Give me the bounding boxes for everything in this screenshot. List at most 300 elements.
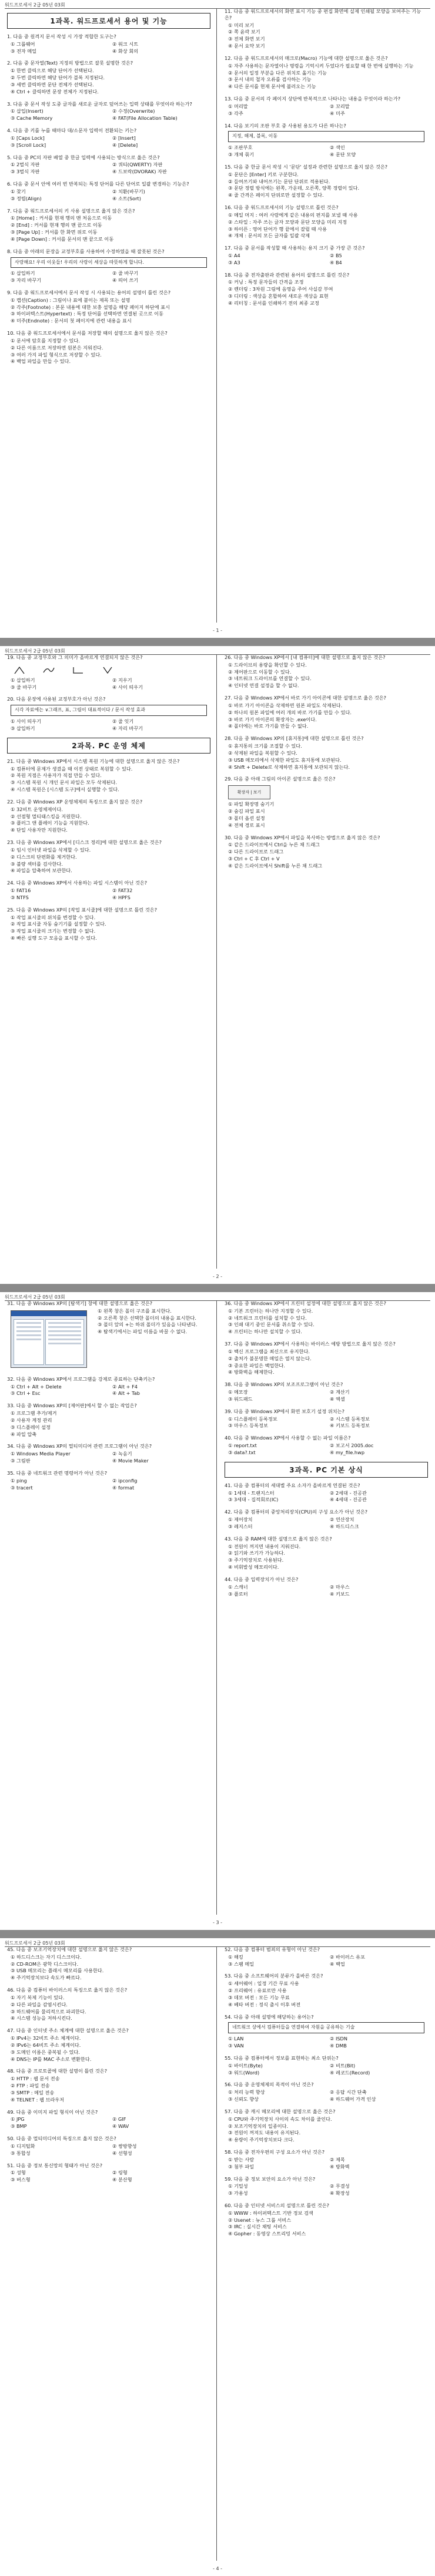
answer-option[interactable]: ③ BMP xyxy=(11,2123,27,2130)
question-text: 28. 다음 중 Windows XP의 [휴지통]에 대한 설명으로 틀린 것은? xyxy=(225,735,364,742)
answer-option[interactable]: ① WWW : 하이퍼텍스트 기반 정보 검색 xyxy=(228,2210,313,2216)
answer-option[interactable]: ① HTTP : 웹 문서 전송 xyxy=(11,2076,60,2082)
answer-option[interactable]: ② 쿼티(QWERTY) 자판 xyxy=(112,162,163,168)
answer-option[interactable]: ④ 파일을 압축하여 보관한다. xyxy=(11,867,72,874)
answer-option[interactable]: ② 줄 잇기 xyxy=(112,718,134,725)
question xyxy=(225,695,428,729)
answer-option[interactable]: ③ 디스플레이 설정 xyxy=(11,1424,51,1430)
answer-option[interactable]: ② 네트워크 프린터를 설치할 수 있다. xyxy=(228,1314,307,1321)
answer-option[interactable]: ② Usenet : 뉴스 그룹 서비스 xyxy=(228,2217,292,2223)
answer-option[interactable]: ③ [Page Up] : 커서를 한 화면 위로 이동 xyxy=(11,229,98,236)
answer-option[interactable]: ② [Insert] xyxy=(112,134,136,141)
answer-option[interactable]: ③ 시스템 복원 시 개인 문서 파일은 모두 삭제된다. xyxy=(11,779,118,786)
answer-option[interactable]: ③ 스팸 메일 xyxy=(228,1960,255,1967)
answer-option[interactable]: ② 녹음기 xyxy=(112,1451,132,1457)
question xyxy=(225,2149,428,2170)
answer-option[interactable]: ③ 각주 xyxy=(228,110,243,116)
question-text: 36. 다음 중 Windows XP에서 프린터 설정에 대한 설명으로 옳지 않은 것은? xyxy=(225,1300,386,1306)
question-text: 57. 다음 중 캐시 메모리에 대한 설명으로 옳은 것은? xyxy=(225,2108,336,2114)
answer-option[interactable]: ① 받는 사람 xyxy=(228,2156,255,2163)
answer-option[interactable]: ④ 드보락(DVORAK) 자판 xyxy=(112,169,167,175)
answer-option[interactable]: ② FTP : 파일 전송 xyxy=(11,2083,50,2089)
answer-option[interactable]: ① 1세대 - 트랜지스터 xyxy=(228,1489,275,1496)
answer-option[interactable]: ③ 정렬(Align) xyxy=(11,195,42,201)
answer-option[interactable]: ③ 신뢰도 향상 xyxy=(228,2096,259,2103)
answer-option[interactable]: ④ 파일 압축 xyxy=(11,1431,37,1437)
answer-option[interactable]: ② 응답 시간 단축 xyxy=(330,2089,367,2096)
answer-option[interactable]: ① 기밀성 xyxy=(228,2183,248,2190)
answer-options xyxy=(7,68,210,95)
answer-option[interactable]: ③ 첨부 파일 xyxy=(228,2163,255,2170)
question xyxy=(225,1408,428,1429)
question xyxy=(7,1403,210,1437)
answer-option[interactable]: ① 기본 프린터는 하나만 지정할 수 있다. xyxy=(228,1307,313,1314)
answer-option[interactable]: ② 프리웨어 : 유료로만 사용 xyxy=(228,1988,287,1994)
answer-options xyxy=(225,2210,428,2237)
answer-option[interactable]: ② IPv6는 64비트 주소 체계이다. xyxy=(11,2042,81,2048)
answer-option[interactable]: ① 2벌식 자판 xyxy=(11,162,40,168)
answer-option[interactable]: ② 출처가 불분명한 메일은 열지 않는다. xyxy=(228,1355,312,1361)
answer-option[interactable]: ② 꼬리말 xyxy=(330,103,350,109)
answer-option[interactable]: ③ 마우스 등록정보 xyxy=(228,1422,268,1429)
answer-option[interactable]: ④ 시스템 성능을 저하시킨다. xyxy=(11,2015,72,2022)
answer-option[interactable]: ③ 네트워크 드라이브를 연결할 수 있다. xyxy=(228,675,312,682)
answer-option[interactable]: ③ tracert xyxy=(11,1484,33,1491)
question-text: 35. 다음 중 네트워크 관련 명령어가 아닌 것은? xyxy=(7,1469,108,1476)
answer-option[interactable]: ① 조판부호 xyxy=(228,144,253,151)
answer-option[interactable]: ① 임시 인터넷 파일을 삭제할 수 있다. xyxy=(11,846,91,853)
answer-option[interactable]: ② 줄 바꾸기 xyxy=(112,270,139,277)
answer-option[interactable]: ② 쪽 윤곽 보기 xyxy=(228,29,260,35)
answer-option[interactable]: ④ B4 xyxy=(330,259,342,265)
answer-option[interactable]: ① 32비트 운영체제이다. xyxy=(11,806,63,812)
answer-option[interactable]: ① 스캐너 xyxy=(228,1583,248,1590)
answer-option[interactable]: ② 연산장치 xyxy=(330,1516,354,1523)
answer-option[interactable]: ③ 폴더 앞의 +는 하위 폴더가 있음을 나타낸다. xyxy=(98,1321,198,1328)
answer-option[interactable]: ① Windows Media Player xyxy=(11,1451,71,1457)
answer-option[interactable]: ④ TELNET : 웹 브라우저 xyxy=(11,2096,65,2103)
answer-option[interactable]: ④ 다른 문서를 현재 문서에 불러오는 기능 xyxy=(228,83,316,90)
answer-option[interactable]: ④ Ctrl + 클릭하면 문장 전체가 지정된다. xyxy=(11,88,99,95)
answer-option[interactable]: ② ISDN xyxy=(330,2036,347,2042)
answer-option[interactable]: ③ 전체 화면 보기 xyxy=(228,36,265,42)
answer-option[interactable]: ① JPG xyxy=(11,2116,25,2123)
answer-option[interactable]: ④ 프린터는 하나만 설치할 수 있다. xyxy=(228,1329,302,1335)
answer-option[interactable]: ③ 하이픈 : 영어 단어가 행 끝에서 잘릴 때 사용 xyxy=(228,226,327,232)
answer-options xyxy=(225,743,428,770)
question-text: 43. 다음 중 RAM에 대한 설명으로 옳지 않은 것은? xyxy=(225,1535,332,1542)
answer-option[interactable]: ④ 분산형 xyxy=(112,2177,132,2183)
answer-option[interactable]: ④ Alt + Tab xyxy=(112,1390,140,1397)
answer-option[interactable]: ④ 4세대 - 진공관 xyxy=(330,1496,367,1503)
answer-options xyxy=(225,1416,428,1430)
answer-option[interactable]: ② 읽기와 쓰기가 가능하다. xyxy=(228,1550,285,1556)
answer-option[interactable]: ③ 인쇄 대기 중인 문서를 취소할 수 있다. xyxy=(228,1321,314,1328)
answer-option[interactable]: ④ DMB xyxy=(330,2043,347,2049)
answer-option[interactable]: ④ 리터칭 : 문서를 인쇄하기 전의 최종 교정 xyxy=(228,300,319,306)
answer-option[interactable]: ① 작업 표시줄의 위치를 변경할 수 있다. xyxy=(11,914,96,920)
answer-option[interactable]: ③ 작업 표시줄의 크기는 변경할 수 없다. xyxy=(11,928,96,934)
answer-option[interactable]: ② CD-ROM은 광학 디스크이다. xyxy=(11,1960,79,1967)
answer-option[interactable]: ① 머리말 xyxy=(228,103,248,109)
question xyxy=(7,654,210,690)
answer-option[interactable]: ② 쌍방향성 xyxy=(112,2143,137,2149)
answer-option[interactable]: ③ SMTP : 메일 전송 xyxy=(11,2089,55,2096)
answer-option[interactable]: ③ 통합성 xyxy=(11,2150,31,2156)
answer-option[interactable]: ② 2세대 - 진공관 xyxy=(330,1489,367,1496)
answer-option[interactable]: ③ 플로터 xyxy=(228,1590,248,1597)
answer-option[interactable]: ② 들여쓰기와 내어쓰기는 문단 단위로 적용된다. xyxy=(228,178,330,184)
answer-option[interactable]: ② 제목 xyxy=(330,2156,345,2163)
answer-option[interactable]: ④ Shift + Delete로 삭제하면 휴지통에 보관되지 않는다. xyxy=(228,764,350,770)
answer-option[interactable]: ② 숨김 파일 표시 xyxy=(228,808,265,815)
answer-option[interactable]: ③ 자리 바꾸기 xyxy=(11,277,42,284)
question-text: 55. 다음 중 컴퓨터에서 정보를 표현하는 최소 단위는? xyxy=(225,2054,339,2061)
question-text: 13. 다음 중 문서의 각 페이지 상단에 반복적으로 나타나는 내용을 무엇이라 하는가? xyxy=(225,96,401,102)
answer-option[interactable]: ① 미리 보기 xyxy=(228,22,255,28)
answer-option[interactable]: ③ 세번 클릭하면 문단 전체가 선택된다. xyxy=(11,81,94,88)
answer-option[interactable]: ② 무결성 xyxy=(330,2183,350,2190)
answer-option[interactable]: ② 비트(Bit) xyxy=(330,2062,356,2069)
answer-option[interactable]: ① LAN xyxy=(228,2036,244,2042)
answer-option[interactable]: ① 셰어웨어 : 일정 기간 무료 사용 xyxy=(228,1980,299,1987)
answer-option[interactable]: ③ 3세대 - 집적회로(IC) xyxy=(228,1496,279,1503)
answer-option[interactable]: ④ [Delete] xyxy=(112,142,138,148)
answer-option[interactable]: ② FAT32 xyxy=(112,887,133,894)
answer-option[interactable]: ③ 그림판 xyxy=(11,1458,31,1464)
question xyxy=(7,2136,210,2156)
answer-option[interactable]: ② 삭제된 파일을 복원할 수 있다. xyxy=(228,749,297,756)
answer-option[interactable]: ① [Home] : 커서를 현재 행의 맨 처음으로 이동 xyxy=(11,215,112,221)
answer-option[interactable]: ③ 바로 가기 아이콘의 확장자는 .exe이다. xyxy=(228,716,317,722)
answer-option[interactable]: ③ 전자 메일 xyxy=(11,48,37,54)
answer-option[interactable]: ④ 문단 모양 xyxy=(330,152,356,158)
question-text: 37. 다음 중 Windows XP에서 사용하는 바이러스 예방 방법으로 옳지 않은 것은? xyxy=(225,1341,396,1347)
answer-option[interactable]: ③ [Scroll Lock] xyxy=(11,142,46,148)
answer-option[interactable]: ① 휴지통의 크기를 조절할 수 있다. xyxy=(228,743,302,749)
question-text: 14. 다음 보기의 조판 부호 중 사용된 용도가 다른 하나는? xyxy=(225,122,346,129)
answer-option[interactable]: ① 그룹웨어 xyxy=(11,41,35,47)
answer-option[interactable]: ② 문서의 일정 부분을 다른 위치로 옮기는 기능 xyxy=(228,69,327,76)
question-text: 54. 다음 중 아래 설명에 해당하는 용어는? xyxy=(225,2013,314,2020)
answer-option[interactable]: ③ 하이퍼텍스트(Hypertext) : 특정 단어를 선택하면 연결된 곳으로 이동 xyxy=(11,311,163,317)
answer-option[interactable]: ③ 레지스터 xyxy=(228,1523,253,1529)
column-divider xyxy=(216,1300,217,1915)
answer-option[interactable]: ② 두번 클릭하면 해당 단어가 블록 지정된다. xyxy=(11,75,105,81)
answer-option[interactable]: ④ FAT(File Allocation Table) xyxy=(112,115,178,122)
answer-option[interactable]: ④ 백업 파일을 만들 수 있다. xyxy=(11,358,71,365)
question-text: 40. 다음 중 Windows XP에서 사용할 수 없는 파일 이름은? xyxy=(225,1435,351,1441)
answer-option[interactable]: ④ 소트(Sort) xyxy=(112,195,141,201)
answer-option[interactable]: ① 하드디스크는 자기 디스크이다. xyxy=(11,1953,82,1960)
answer-option[interactable]: ③ 주기억장치로 사용된다. xyxy=(228,1557,284,1563)
answer-option[interactable]: ④ format xyxy=(112,1484,135,1491)
answer-option[interactable]: ① Ctrl + Alt + Delete xyxy=(11,1383,62,1390)
answer-option[interactable]: ① 파일 확장명 숨기기 xyxy=(228,801,275,808)
answer-option[interactable]: ④ 줄 간격은 페이지 단위로만 설정할 수 있다. xyxy=(228,192,324,199)
answer-options xyxy=(7,297,210,324)
answer-option[interactable]: ③ VAN xyxy=(228,2043,244,2049)
answer-option[interactable]: ① 문서에 암호를 지정할 수 있다. xyxy=(11,337,80,344)
answer-option[interactable]: ④ my_file.hwp xyxy=(330,1449,365,1455)
answer-option[interactable]: ② 스타일 : 자주 쓰는 글자 모양과 문단 모양을 미리 지정 xyxy=(228,218,347,225)
answer-option[interactable]: ② 선점형 멀티태스킹을 지원한다. xyxy=(11,813,82,819)
answer-option[interactable]: ② 치환(바꾸기) xyxy=(112,188,145,194)
exam-page xyxy=(0,0,435,638)
answer-option[interactable]: ④ 용량이 주기억장치보다 크다. xyxy=(228,2137,295,2143)
answer-option[interactable]: ③ Ctrl + C 후 Ctrl + V xyxy=(228,856,280,862)
answer-option[interactable]: ② B5 xyxy=(330,252,342,258)
answer-option[interactable]: ④ 하드디스크 xyxy=(330,1523,359,1529)
answer-option[interactable]: ④ 엑셀 xyxy=(330,1395,345,1402)
answer-option[interactable]: ④ 사이 띄우기 xyxy=(112,684,143,690)
left-column xyxy=(7,1946,210,2561)
question-text: 4. 다음 중 키를 누를 때마다 대/소문자 입력이 전환되는 키는? xyxy=(7,127,137,134)
question xyxy=(7,290,210,324)
answer-option[interactable]: ④ 단일 사용자만 지원한다. xyxy=(11,827,68,833)
question-example-box: 시각 자료에는 ∨그래프, 표, 그림이 대표적이다 / 문서 작성 효과 xyxy=(11,705,207,716)
answer-option[interactable]: ③ Ctrl + Esc xyxy=(11,1390,41,1397)
answer-option[interactable]: ④ 시스템 복원은 [시스템 도구]에서 실행할 수 있다. xyxy=(11,786,119,793)
answer-option[interactable]: ① FAT16 xyxy=(11,887,31,894)
answer-option[interactable]: ① 바이트(Byte) xyxy=(228,2062,263,2069)
question xyxy=(225,164,428,199)
answer-option[interactable]: ③ 개체 묶기 xyxy=(228,152,255,158)
question xyxy=(225,735,428,770)
answer-option[interactable]: ① 자기 복제 기능이 있다. xyxy=(11,1994,65,2000)
answer-option[interactable]: ① 처리 능력 향상 xyxy=(228,2089,265,2096)
answer-option[interactable]: ③ 디더링 : 색상을 혼합하여 새로운 색상을 표현 xyxy=(228,293,329,300)
answer-option[interactable]: ③ USB 메모리는 플래시 메모리를 사용한다. xyxy=(11,1968,104,1974)
question xyxy=(7,907,210,941)
answer-option[interactable]: ② 다른 이름으로 저장하면 원본은 지워진다. xyxy=(11,344,103,351)
answer-option[interactable]: ① 삽입(Insert) xyxy=(11,108,44,115)
answer-option[interactable]: ② 워크 시트 xyxy=(112,41,139,47)
answer-option[interactable]: ③ 삽입하기 xyxy=(11,725,35,731)
answer-options xyxy=(225,103,428,117)
answer-options xyxy=(7,2116,210,2130)
answer-option[interactable]: ① 디지털화 xyxy=(11,2143,35,2149)
answer-option[interactable]: ③ 불량 섹터를 검사한다. xyxy=(11,860,63,867)
answer-option[interactable]: ① 해킹 xyxy=(228,1953,243,1960)
answer-option[interactable]: ① 성형 xyxy=(11,2170,26,2176)
answer-option[interactable]: ② 보고서 2005.doc xyxy=(330,1442,374,1449)
answer-option[interactable]: ④ 백업 xyxy=(330,1960,345,1967)
answer-option[interactable]: ② 다른 드라이브로 드래그 xyxy=(228,849,284,855)
answer-option[interactable]: ② 제어판으로 이동할 수 있다. xyxy=(228,668,292,675)
answer-option[interactable]: ④ 선형성 xyxy=(112,2150,132,2156)
answer-option[interactable]: ② 작업 표시줄 자동 숨기기를 설정할 수 있다. xyxy=(11,921,106,927)
answer-option[interactable]: ③ 가용성 xyxy=(228,2190,248,2197)
answer-option[interactable]: ① 디스플레이 등록정보 xyxy=(228,1415,277,1422)
answer-option[interactable]: ① 삽입하기 xyxy=(11,270,35,277)
answer-option[interactable]: ② 다른 파일을 감염시킨다. xyxy=(11,2001,68,2007)
answer-option[interactable]: ① A4 xyxy=(228,252,240,258)
question-text: 27. 다음 중 Windows XP에서 바로 가기 아이콘에 대한 설명으로 옳은 것은? xyxy=(225,695,386,701)
question xyxy=(225,123,428,158)
answer-option[interactable]: ① 같은 드라이브에서 Ctrl을 누른 채 드래그 xyxy=(228,842,320,848)
answer-option[interactable]: ④ 레코드(Record) xyxy=(330,2069,370,2076)
answer-option[interactable]: ① 문단은 [Enter] 키로 구분한다. xyxy=(228,171,299,177)
answer-option[interactable]: ② 계산기 xyxy=(330,1389,350,1395)
answer-option[interactable]: ① 프로그램 추가/제거 xyxy=(11,1410,57,1417)
answer-option[interactable]: ④ 탐색기에서는 파일 이름을 바꿀 수 없다. xyxy=(98,1329,188,1335)
answer-option[interactable]: ④ 인터넷 연결 설정을 할 수 없다. xyxy=(228,682,299,689)
answer-option[interactable]: ① 왼쪽 창은 폴더 구조를 표시한다. xyxy=(98,1307,172,1314)
answer-option[interactable]: ② 바이러스 유포 xyxy=(330,1953,365,1960)
answer-option[interactable]: ③ 플러그 앤 플레이 기능을 지원한다. xyxy=(11,820,89,826)
answer-option[interactable]: ④ 자리 바꾸기 xyxy=(112,725,143,731)
answer-option[interactable]: ③ NTFS xyxy=(11,894,29,900)
answer-option[interactable]: ③ 워드패드 xyxy=(228,1395,253,1402)
answer-option[interactable]: ④ 베타 버전 : 정식 출시 이후 버전 xyxy=(228,2001,301,2007)
answer-option[interactable]: ① 캡션(Caption) : 그림이나 표에 붙이는 제목 또는 설명 xyxy=(11,297,130,303)
answer-option[interactable]: ② 지우기 xyxy=(112,677,132,683)
answer-option[interactable]: ③ 하드웨어를 물리적으로 파괴한다. xyxy=(11,2008,86,2015)
question xyxy=(7,1987,210,2022)
answer-option[interactable]: ② 수정(Overwrite) xyxy=(112,108,155,115)
answer-options xyxy=(7,215,210,242)
answer-option[interactable]: ④ Movie Maker xyxy=(112,1458,149,1464)
answer-option[interactable]: ④ 비휘발성 메모리이다. xyxy=(228,1564,279,1571)
answer-option[interactable]: ① 자주 사용하는 문자열이나 명령을 기억시켜 두었다가 필요할 때 한 번에 실행하는 기능 xyxy=(228,62,414,69)
answer-option[interactable]: ② GIF xyxy=(112,2116,126,2123)
exam-page xyxy=(0,1292,435,1930)
answer-option[interactable]: ③ 워드(Word) xyxy=(228,2069,260,2076)
question xyxy=(7,208,210,243)
question-text: 1. 다음 중 원격지 문서 작성 시 가장 적합한 도구는? xyxy=(7,33,116,39)
answer-options xyxy=(7,1451,210,1464)
answer-option[interactable]: ④ 키보드 xyxy=(330,1590,350,1597)
answer-option[interactable]: ③ 도메인 이름은 중복될 수 있다. xyxy=(11,2049,80,2055)
answer-option[interactable]: ③ USB 메모리에서 삭제한 파일도 휴지통에 보관된다. xyxy=(228,756,342,763)
answer-option[interactable]: ④ 확장성 xyxy=(330,2190,350,2197)
answer-option[interactable]: ② 색인 xyxy=(330,144,345,151)
answer-options xyxy=(225,2036,428,2049)
answer-option[interactable]: ② 각주(Footnote) : 본문 내용에 대한 보충 설명을 해당 페이지 하단에 표시 xyxy=(11,304,170,310)
answer-option[interactable]: ② ipconfig xyxy=(112,1477,138,1484)
answer-option[interactable]: ① 찾기 xyxy=(11,188,26,194)
answer-option[interactable]: ③ IRC : 실시간 채팅 서비스 xyxy=(228,2224,287,2230)
answer-option[interactable]: ② 렌더링 : 3차원 그림에 음영을 주어 사실감 부여 xyxy=(228,286,333,292)
answer-option[interactable]: ② 오른쪽 창은 선택한 폴더의 내용을 표시한다. xyxy=(98,1314,196,1321)
answer-option[interactable]: ④ 전체 경로 표시 xyxy=(228,822,265,828)
answer-option[interactable]: ③ 버스형 xyxy=(11,2177,31,2183)
answer-option[interactable]: ① 삽입하기 xyxy=(11,677,35,683)
answer-option[interactable]: ② 복원 지점은 사용자가 직접 만들 수 있다. xyxy=(11,772,102,779)
answer-option[interactable]: ② Alt + F4 xyxy=(112,1383,138,1390)
question-text: 6. 다음 중 문서 안에 여러 번 반복되는 특정 단어를 다른 단어로 일괄 변경하는 기능은? xyxy=(7,181,189,187)
page-number: - 3 - xyxy=(213,1920,222,1925)
answer-option[interactable]: ③ 데모 버전 : 모든 기능 무료 xyxy=(228,1994,290,2000)
answer-option[interactable]: ③ 줄 바꾸기 xyxy=(11,684,37,690)
answer-option[interactable]: ① report.txt xyxy=(228,1442,257,1449)
question xyxy=(7,799,210,833)
question-text: 19. 다음 중 교정부호와 그 의미가 올바르게 연결되지 않은 것은? xyxy=(7,654,143,660)
question-text: 26. 다음 중 Windows XP에서 [내 컴퓨터]에 대한 설명으로 옳지 않은 것은? xyxy=(225,654,386,660)
answer-option[interactable]: ② 보조기억장치의 일종이다. xyxy=(228,2123,289,2129)
answer-option[interactable]: ③ 폴더 옵션 설정 xyxy=(228,815,265,821)
answer-option[interactable]: ④ 미주 xyxy=(330,110,345,116)
answer-options xyxy=(225,801,428,828)
answer-option[interactable]: ③ 여러 가지 파일 형식으로 저장할 수 있다. xyxy=(11,351,102,358)
question-text: 21. 다음 중 Windows XP에서 시스템 복원 기능에 대한 설명으로 옳지 않은 것은? xyxy=(7,758,180,764)
column-divider xyxy=(216,8,217,623)
answer-option[interactable]: ② 마우스 xyxy=(330,1583,350,1590)
answer-option[interactable]: ② [End] : 커서를 현재 행의 맨 끝으로 이동 xyxy=(11,222,102,228)
question xyxy=(7,1300,210,1370)
answer-option[interactable]: ② 사용자 계정 관리 xyxy=(11,1417,52,1423)
answer-option[interactable]: ① [Caps Lock] xyxy=(11,134,45,141)
answer-options xyxy=(7,914,210,941)
answer-option[interactable]: ② 디스크의 단편화를 제거한다. xyxy=(11,853,77,860)
answer-option[interactable]: ① 제어장치 xyxy=(228,1516,253,1523)
answer-option[interactable]: ① CPU와 주기억장치 사이의 속도 차이를 줄인다. xyxy=(228,2116,332,2122)
answer-option[interactable]: ④ 방화벽을 해제한다. xyxy=(228,1369,275,1376)
answer-option[interactable]: ① 드라이브의 용량을 확인할 수 있다. xyxy=(228,661,307,668)
answer-option[interactable]: ④ HPFS xyxy=(112,894,130,900)
answer-option[interactable]: ② 하나의 원본 파일에 여러 개의 바로 가기를 만들 수 있다. xyxy=(228,709,352,715)
answer-option[interactable]: ③ 중요한 파일은 백업한다. xyxy=(228,1362,285,1368)
answer-option[interactable]: ③ A3 xyxy=(228,259,240,265)
answer-option[interactable]: ④ 화상 회의 xyxy=(112,48,139,54)
answer-option[interactable]: ④ Gopher : 동영상 스트리밍 서비스 xyxy=(228,2231,306,2237)
answer-option[interactable]: ① 메모장 xyxy=(228,1389,248,1395)
answer-option[interactable]: ① 백신 프로그램을 최신으로 유지한다. xyxy=(228,1348,310,1354)
answer-option[interactable]: ④ 하드웨어 가격 인상 xyxy=(330,2096,376,2103)
answer-option[interactable]: ① 메일 머지 : 여러 사람에게 같은 내용의 편지를 보낼 때 사용 xyxy=(228,211,358,218)
answer-option[interactable]: ④ 폴더에는 바로 가기를 만들 수 없다. xyxy=(228,723,309,729)
answer-option[interactable]: ① 컴퓨터에 문제가 생겼을 때 이전 상태로 복원할 수 있다. xyxy=(11,765,133,772)
answer-option[interactable]: ③ 문단 정렬 방식에는 왼쪽, 가운데, 오른쪽, 양쪽 정렬이 있다. xyxy=(228,185,360,191)
answer-option[interactable]: ④ 개체 : 문서의 모든 글자를 일괄 삭제 xyxy=(228,233,310,239)
answer-option[interactable]: ③ data?.txt xyxy=(228,1449,256,1455)
question-text: 18. 다음 중 전자출판과 관련된 용어의 설명으로 틀린 것은? xyxy=(225,271,350,278)
answer-option[interactable]: ① 바로 가기 아이콘을 삭제하면 원본 파일도 삭제된다. xyxy=(228,702,343,708)
answer-option[interactable]: ④ 띄어 쓰기 xyxy=(112,277,139,284)
answer-option[interactable]: ① 전원이 꺼지면 내용이 지워진다. xyxy=(228,1543,301,1549)
answer-option[interactable]: ④ [Page Down] : 커서를 문서의 맨 끝으로 이동 xyxy=(11,236,114,242)
answer-option[interactable]: ③ 문서 내의 철자 오류를 검사하는 기능 xyxy=(228,76,312,83)
answer-option[interactable]: ① 커닝 : 특정 문자들의 간격을 조정 xyxy=(228,279,304,285)
answer-option[interactable]: ③ 3벌식 자판 xyxy=(11,169,40,175)
answer-option[interactable]: ③ 전원이 꺼져도 내용이 유지된다. xyxy=(228,2130,301,2136)
answer-option[interactable]: ④ 방화벽 xyxy=(330,2163,350,2170)
answer-option[interactable]: ④ 빠른 실행 도구 모음을 표시할 수 있다. xyxy=(11,934,97,941)
question-text: 9. 다음 중 워드프로세서에서 문서 작성 시 사용되는 용어의 설명이 틀린 것은? xyxy=(7,289,171,295)
right-column xyxy=(225,654,428,1269)
answer-option[interactable]: ① IPv4는 32비트 주소 체계이다. xyxy=(11,2035,81,2042)
answer-option[interactable]: ① 한번 클릭으로 해당 단어가 선택된다. xyxy=(11,68,94,74)
answer-option[interactable]: ④ 문서 요약 보기 xyxy=(228,43,265,49)
question-text: 30. 다음 중 Windows XP에서 파일을 복사하는 방법으로 옳지 않은 것은? xyxy=(225,834,380,840)
answer-option[interactable]: ② 링형 xyxy=(112,2170,128,2176)
answer-option[interactable]: ① ping xyxy=(11,1477,27,1484)
answer-option[interactable]: ③ Cache Memory xyxy=(11,115,53,122)
answer-option[interactable]: ① 사이 띄우기 xyxy=(11,718,42,725)
answer-option[interactable]: ④ 키보드 등록정보 xyxy=(330,1422,370,1429)
answer-option[interactable]: ④ 미주(Endnote) : 문서의 첫 페이지에 관련 내용을 표시 xyxy=(11,318,132,324)
toolbar-figure: 확장자 | 보기 xyxy=(228,785,270,799)
answer-option[interactable]: ④ 같은 드라이브에서 Shift를 누른 채 드래그 xyxy=(228,862,323,869)
question-text: 60. 다음 중 인터넷 서비스의 설명으로 틀린 것은? xyxy=(225,2202,329,2208)
answer-option[interactable]: ④ DNS는 IP를 MAC 주소로 변환한다. xyxy=(11,2056,92,2062)
right-column xyxy=(225,8,428,623)
answer-option[interactable]: ④ WAV xyxy=(112,2123,129,2130)
answer-option[interactable]: ② 시스템 등록정보 xyxy=(330,1415,370,1422)
answer-option[interactable]: ④ 주기억장치보다 속도가 빠르다. xyxy=(11,1975,82,1981)
answer-options xyxy=(7,338,210,365)
